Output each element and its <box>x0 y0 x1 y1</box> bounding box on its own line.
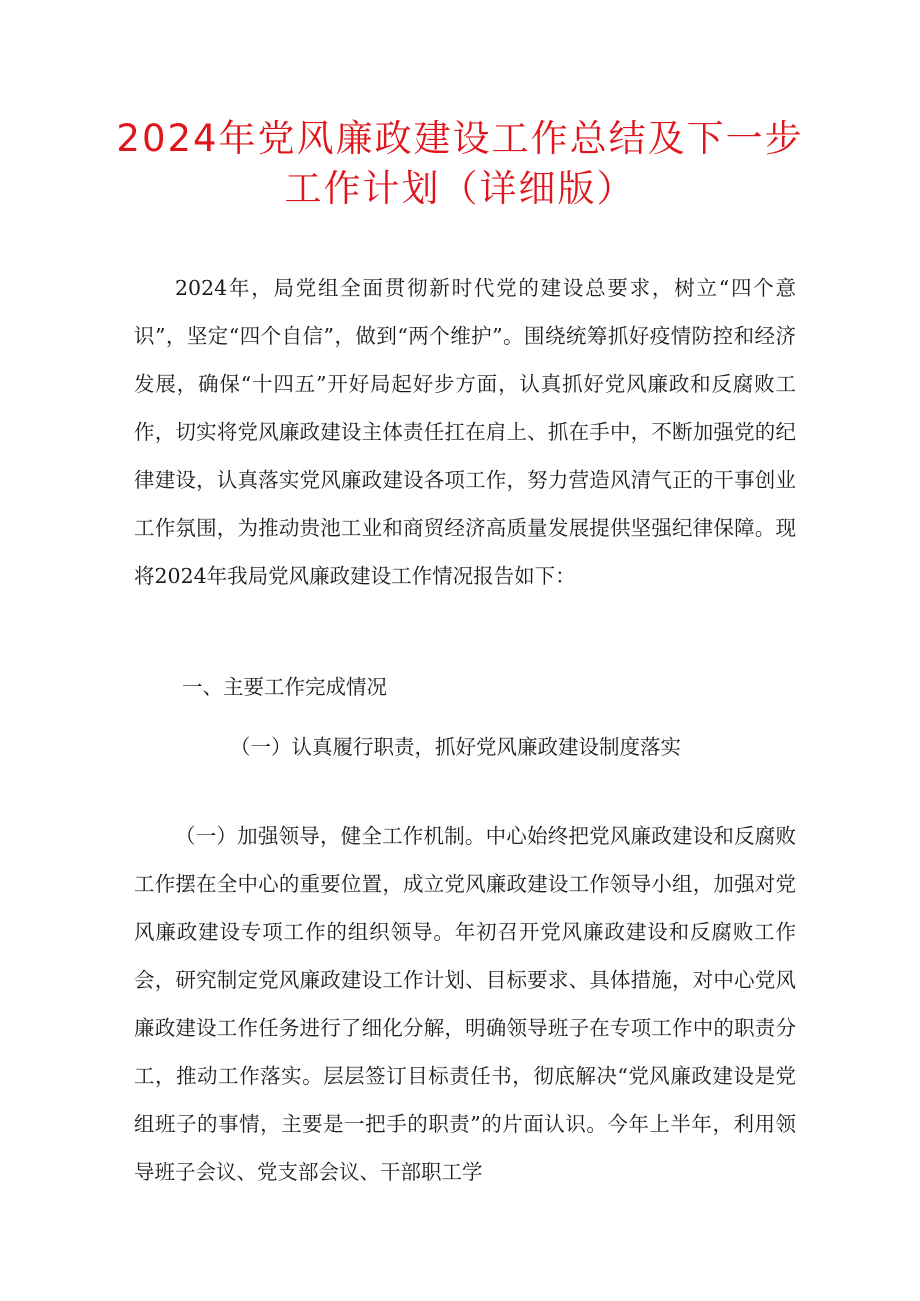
intro-paragraph: 2024年，局党组全面贯彻新时代党的建设总要求，树立“四个意识”，坚定“四个自信”，做到“两个维护”。围绕统筹抓好疫情防控和经济发展，确保“十四五”开好局起好步方面，认真抓好党风廉政和反腐败工作，切实将党风廉政建设主体责任扛在肩上、抓在手中，不断加强党的纪律建设，认真落实党风廉政建设各项工作，努力营造风清气正的干事创业工作氛围，为推动贵池工业和商贸经济高质量发展提供坚强纪律保障。现将2024年我局党风廉政建设工作情况报告如下： <box>134 276 796 588</box>
subsection-heading: （一）认真履行职责，抓好党风廉政建设制度落实 <box>230 735 681 759</box>
section-heading: 一、主要工作完成情况 <box>182 675 387 699</box>
body-paragraph: （一）加强领导，健全工作机制。中心始终把党风廉政建设和反腐败工作摆在全中心的重要位置，成立党风廉政建设工作领导小组，加强对党风廉政建设专项工作的组织领导。年初召开党风廉政建设和反腐败工作会，研究制定党风廉政建设工作计划、目标要求、具体措施，对中心党风廉政建设工作任务进行了细化分解，明确领导班子在专项工作中的职责分工，推动工作落实。层层签订目标责任书，彻底解决“党风廉政建设是党组班子的事情，主要是一把手的职责”的片面认识。今年上半年，利用领导班子会议、党支部会议、干部职工学 <box>134 824 796 1184</box>
document-title-line-1: 2024年党风廉政建设工作总结及下一步 <box>116 117 804 160</box>
document-title-line-2: 工作计划（详细版） <box>284 167 636 210</box>
